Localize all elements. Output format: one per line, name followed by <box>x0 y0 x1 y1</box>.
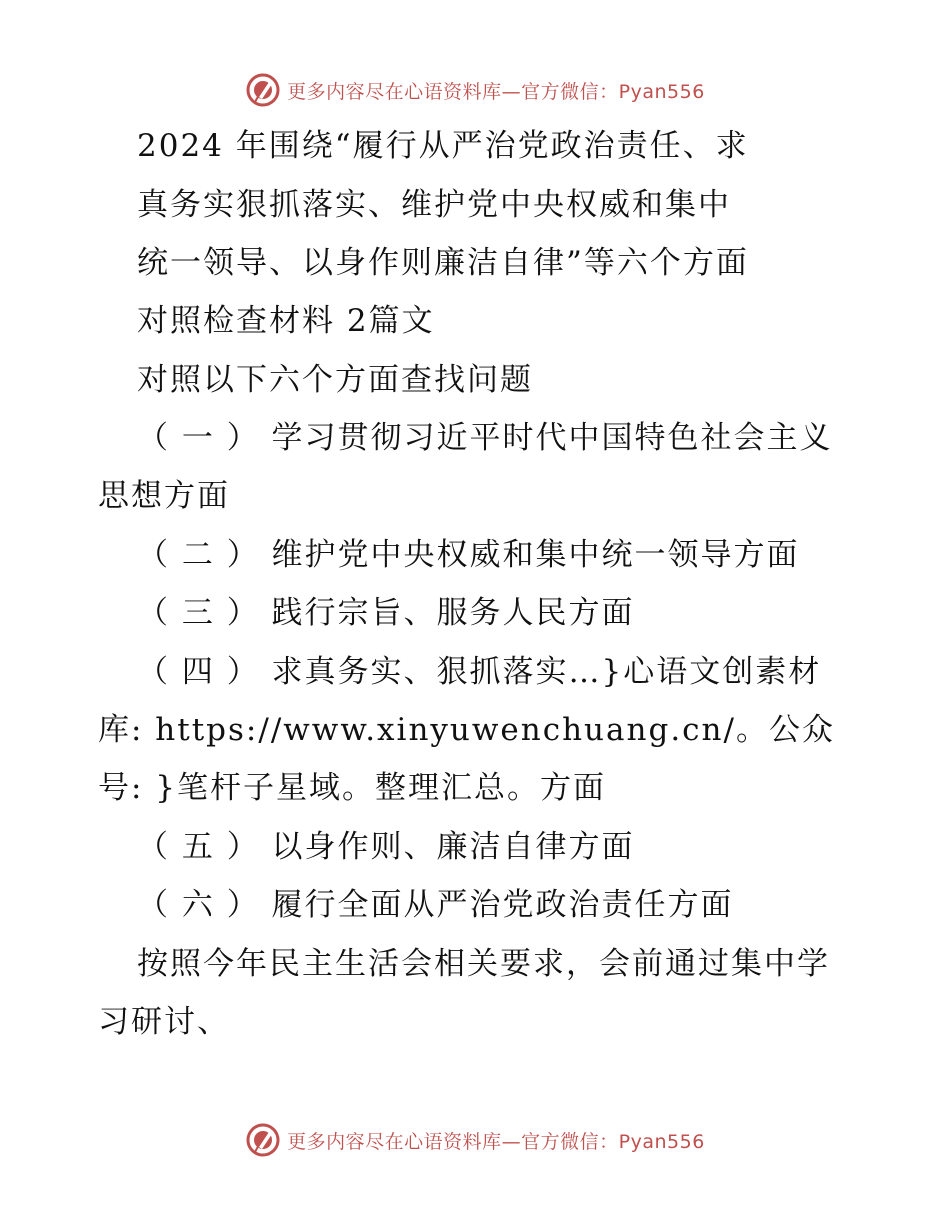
title-line-2: 真务实狠抓落实、维护党中央权威和集中 <box>137 187 731 223</box>
item-5: （ 五 ） 以身作则、廉洁自律方面 <box>137 829 635 865</box>
title-line-3: 统一领导、以身作则廉洁自律”等六个方面 <box>137 245 749 281</box>
title-line-4: 对照检查材料 2篇文 <box>137 303 435 339</box>
watermark-text: 更多内容尽在心语资料库—官方微信：Pyan556 <box>287 1130 705 1153</box>
item-6: （ 六 ） 履行全面从严治党政治责任方面 <box>137 887 734 923</box>
footer-watermark <box>0 1120 950 1160</box>
watermark-text: 更多内容尽在心语资料库—官方微信：Pyan556 <box>287 80 705 103</box>
item-1-line-1: （ 一 ） 学习贯彻习近平时代中国特色社会主义 <box>137 420 833 456</box>
item-3: （ 三 ） 践行宗旨、服务人民方面 <box>137 595 635 631</box>
pen-nib-circle-icon <box>245 1122 281 1158</box>
pen-nib-circle-icon <box>245 72 281 108</box>
paragraph-line-1: 按照今年民主生活会相关要求，会前通过集中学 <box>137 946 830 982</box>
title-line-1: 2024 年围绕“履行从严治党政治责任、求 <box>137 128 749 164</box>
header-watermark <box>0 70 950 110</box>
item-4-line-2: 库: https://www.xinyuwenchuang.cn/。公众 <box>98 712 835 748</box>
item-2: （ 二 ） 维护党中央权威和集中统一领导方面 <box>137 537 800 573</box>
item-4-line-3: 号: }笔杆子星域。整理汇总。方面 <box>98 770 607 806</box>
section-intro: 对照以下六个方面查找问题 <box>137 362 533 398</box>
paragraph-line-2: 习研讨、 <box>98 1004 230 1040</box>
item-1-line-2: 思想方面 <box>98 478 230 514</box>
item-4-line-1: （ 四 ） 求真务实、狠抓落实…}心语文创素材 <box>137 654 822 690</box>
